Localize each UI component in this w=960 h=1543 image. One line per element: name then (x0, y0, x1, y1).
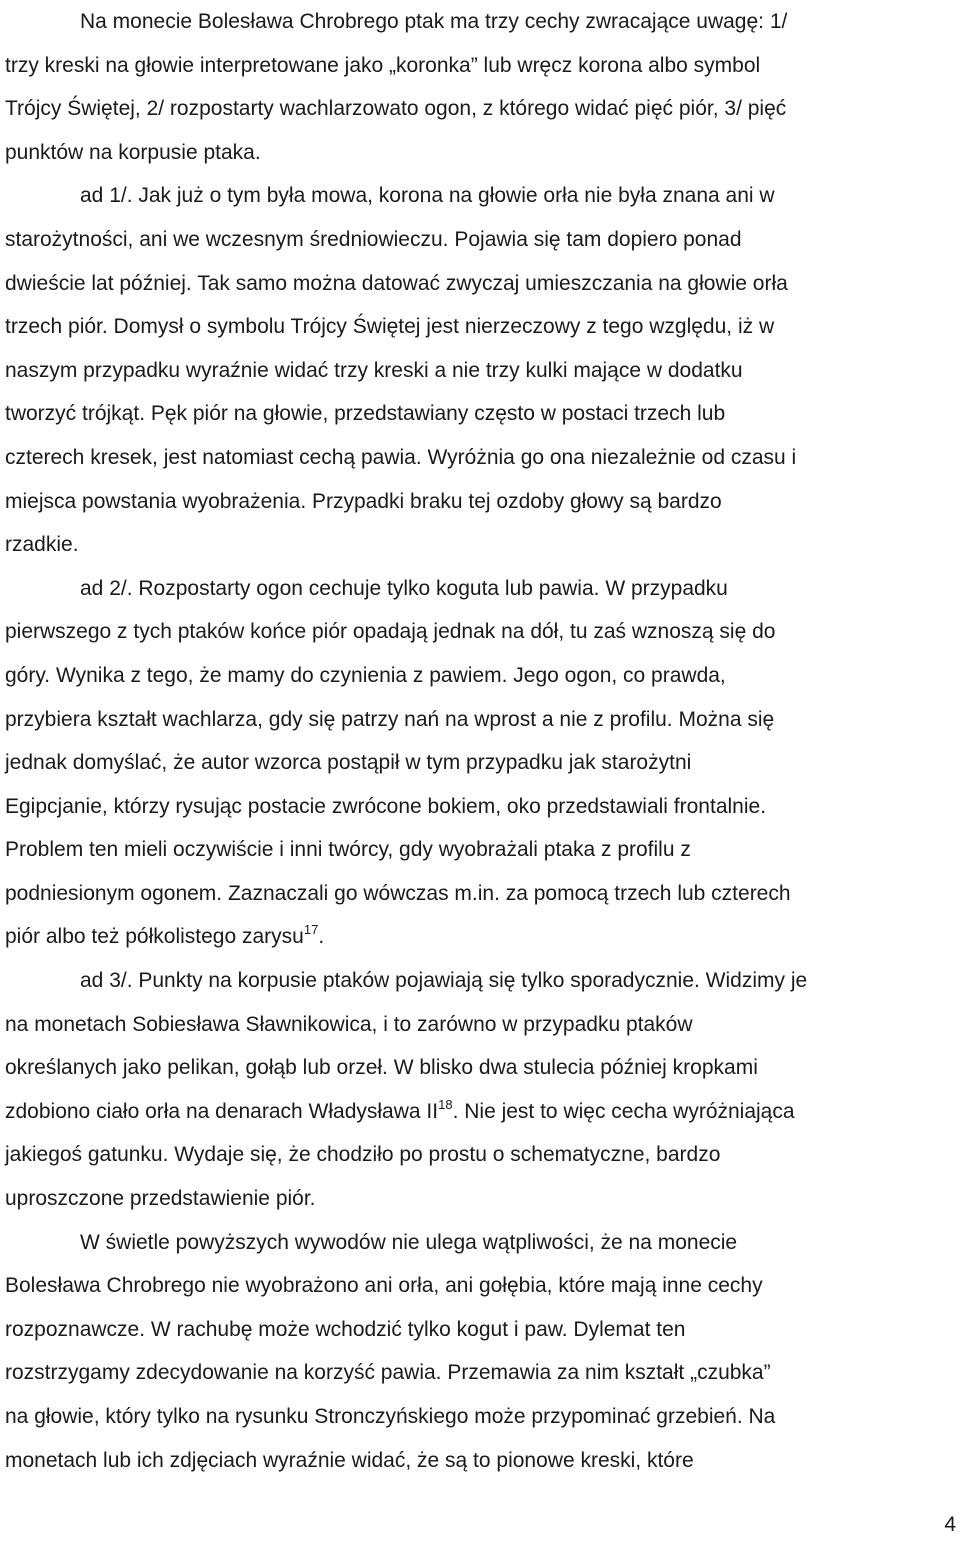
text-line: góry. Wynika z tego, że mamy do czynienia z pawiem. Jego ogon, co prawda, (5, 663, 726, 687)
text-line: rzadkie. (5, 533, 79, 557)
text-line: rozpoznawcze. W rachubę może wchodzić tylko kogut i paw. Dylemat ten (5, 1317, 686, 1341)
text-line: Problem ten mieli oczywiście i inni twórcy, gdy wyobrażali ptaka z profilu z (5, 838, 691, 862)
text-line: zdobiono ciało orła na denarach Władysława II$^{18}$. Nie jest to więc cecha wyróżniająca (5, 1096, 795, 1123)
text-line: przybiera kształt wachlarza, gdy się patrzy nań na wprost a nie z profilu. Można się (5, 707, 775, 731)
text-line: rozstrzygamy zdecydowanie na korzyść pawia. Przemawia za nim kształt „czubka” (5, 1361, 771, 1385)
text-line: jednak domyślać, że autor wzorca postąpił w tym przypadku jak starożytni (5, 751, 692, 775)
text-line: Bolesława Chrobrego nie wyobrażono ani orła, ani gołębia, które mają inne cechy (5, 1274, 763, 1298)
text-line: tworzyć trójkąt. Pęk piór na głowie, przedstawiany często w postaci trzech lub (5, 402, 726, 426)
text-line: trzech piór. Domysł o symbolu Trójcy Świętej jest nierzeczowy z tego względu, iż w (5, 315, 775, 339)
text-line: na głowie, który tylko na rysunku Stronczyńskiego może przypominać grzebień. Na (5, 1405, 776, 1428)
footnote-marker: 18 (438, 1096, 453, 1112)
text-line: uproszczone przedstawienie piór. (5, 1187, 316, 1211)
text-line: czterech kresek, jest natomiast cechą pawia. Wyróżnia go ona niezależnie od czasu i (5, 445, 797, 469)
text-line: na monetach Sobiesława Sławnikowica, i to zarówno w przypadku ptaków (5, 1012, 693, 1036)
text-line: piór albo też półkolistego zarysu$^{17}$. (5, 922, 325, 949)
text-line: podniesionym ogonem. Zaznaczali go wówczas m.in. za pomocą trzech lub czterech (5, 881, 791, 905)
text-line: ad 3/. Punkty na korpusie ptaków pojawiają się tylko sporadycznie. Widzimy je (80, 969, 808, 993)
text-line: Egipcjanie, którzy rysując postacie zwrócone bokiem, oko przedstawiali frontalnie. (5, 794, 767, 818)
text-line: punktów na korpusie ptaka. (5, 140, 261, 164)
text-line: naszym przypadku wyraźnie widać trzy kreski a nie trzy kulki mające w dodatku (5, 358, 743, 382)
text-line: W świetle powyższych wywodów nie ulega wątpliwości, że na monecie (80, 1230, 738, 1254)
text-line: miejsca powstania wyobrażenia. Przypadki braku tej ozdoby głowy są bardzo (5, 489, 722, 513)
text-line: jakiegoś gatunku. Wydaje się, że chodziło po prostu o schematyczne, bardzo (5, 1143, 721, 1167)
page-number: 4 (944, 1513, 956, 1536)
footnote-marker: 17 (303, 922, 319, 938)
body-text (5, 0, 958, 1482)
text-line: ad 2/. Rozpostarty ogon cechuje tylko koguta lub pawia. W przypadku (80, 576, 728, 600)
text-line: pierwszego z tych ptaków końce piór opadają jednak na dół, tu zaś wznoszą się do (5, 620, 776, 644)
text-line: ad 1/. Jak już o tym była mowa, korona na głowie orła nie była znana ani w (80, 184, 775, 208)
text-line: dwieście lat później. Tak samo można datować zwyczaj umieszczania na głowie orła (5, 271, 788, 295)
text-line: określanych jako pelikan, gołąb lub orzeł. W blisko dwa stulecia później kropkami (5, 1056, 758, 1080)
text-line: trzy kreski na głowie interpretowane jako „koronka” lub wręcz korona albo symbol (5, 53, 761, 77)
text-line: starożytności, ani we wczesnym średniowieczu. Pojawia się tam dopiero ponad (5, 227, 742, 251)
text-line: Trójcy Świętej, 2/ rozpostarty wachlarzowato ogon, z którego widać pięć piór, 3/ pięć (5, 97, 787, 121)
text-line: Na monecie Bolesława Chrobrego ptak ma trzy cechy zwracające uwagę: 1/ (80, 10, 788, 33)
text-line: monetach lub ich zdjęciach wyraźnie widać, że są to pionowe kreski, które (5, 1448, 694, 1472)
